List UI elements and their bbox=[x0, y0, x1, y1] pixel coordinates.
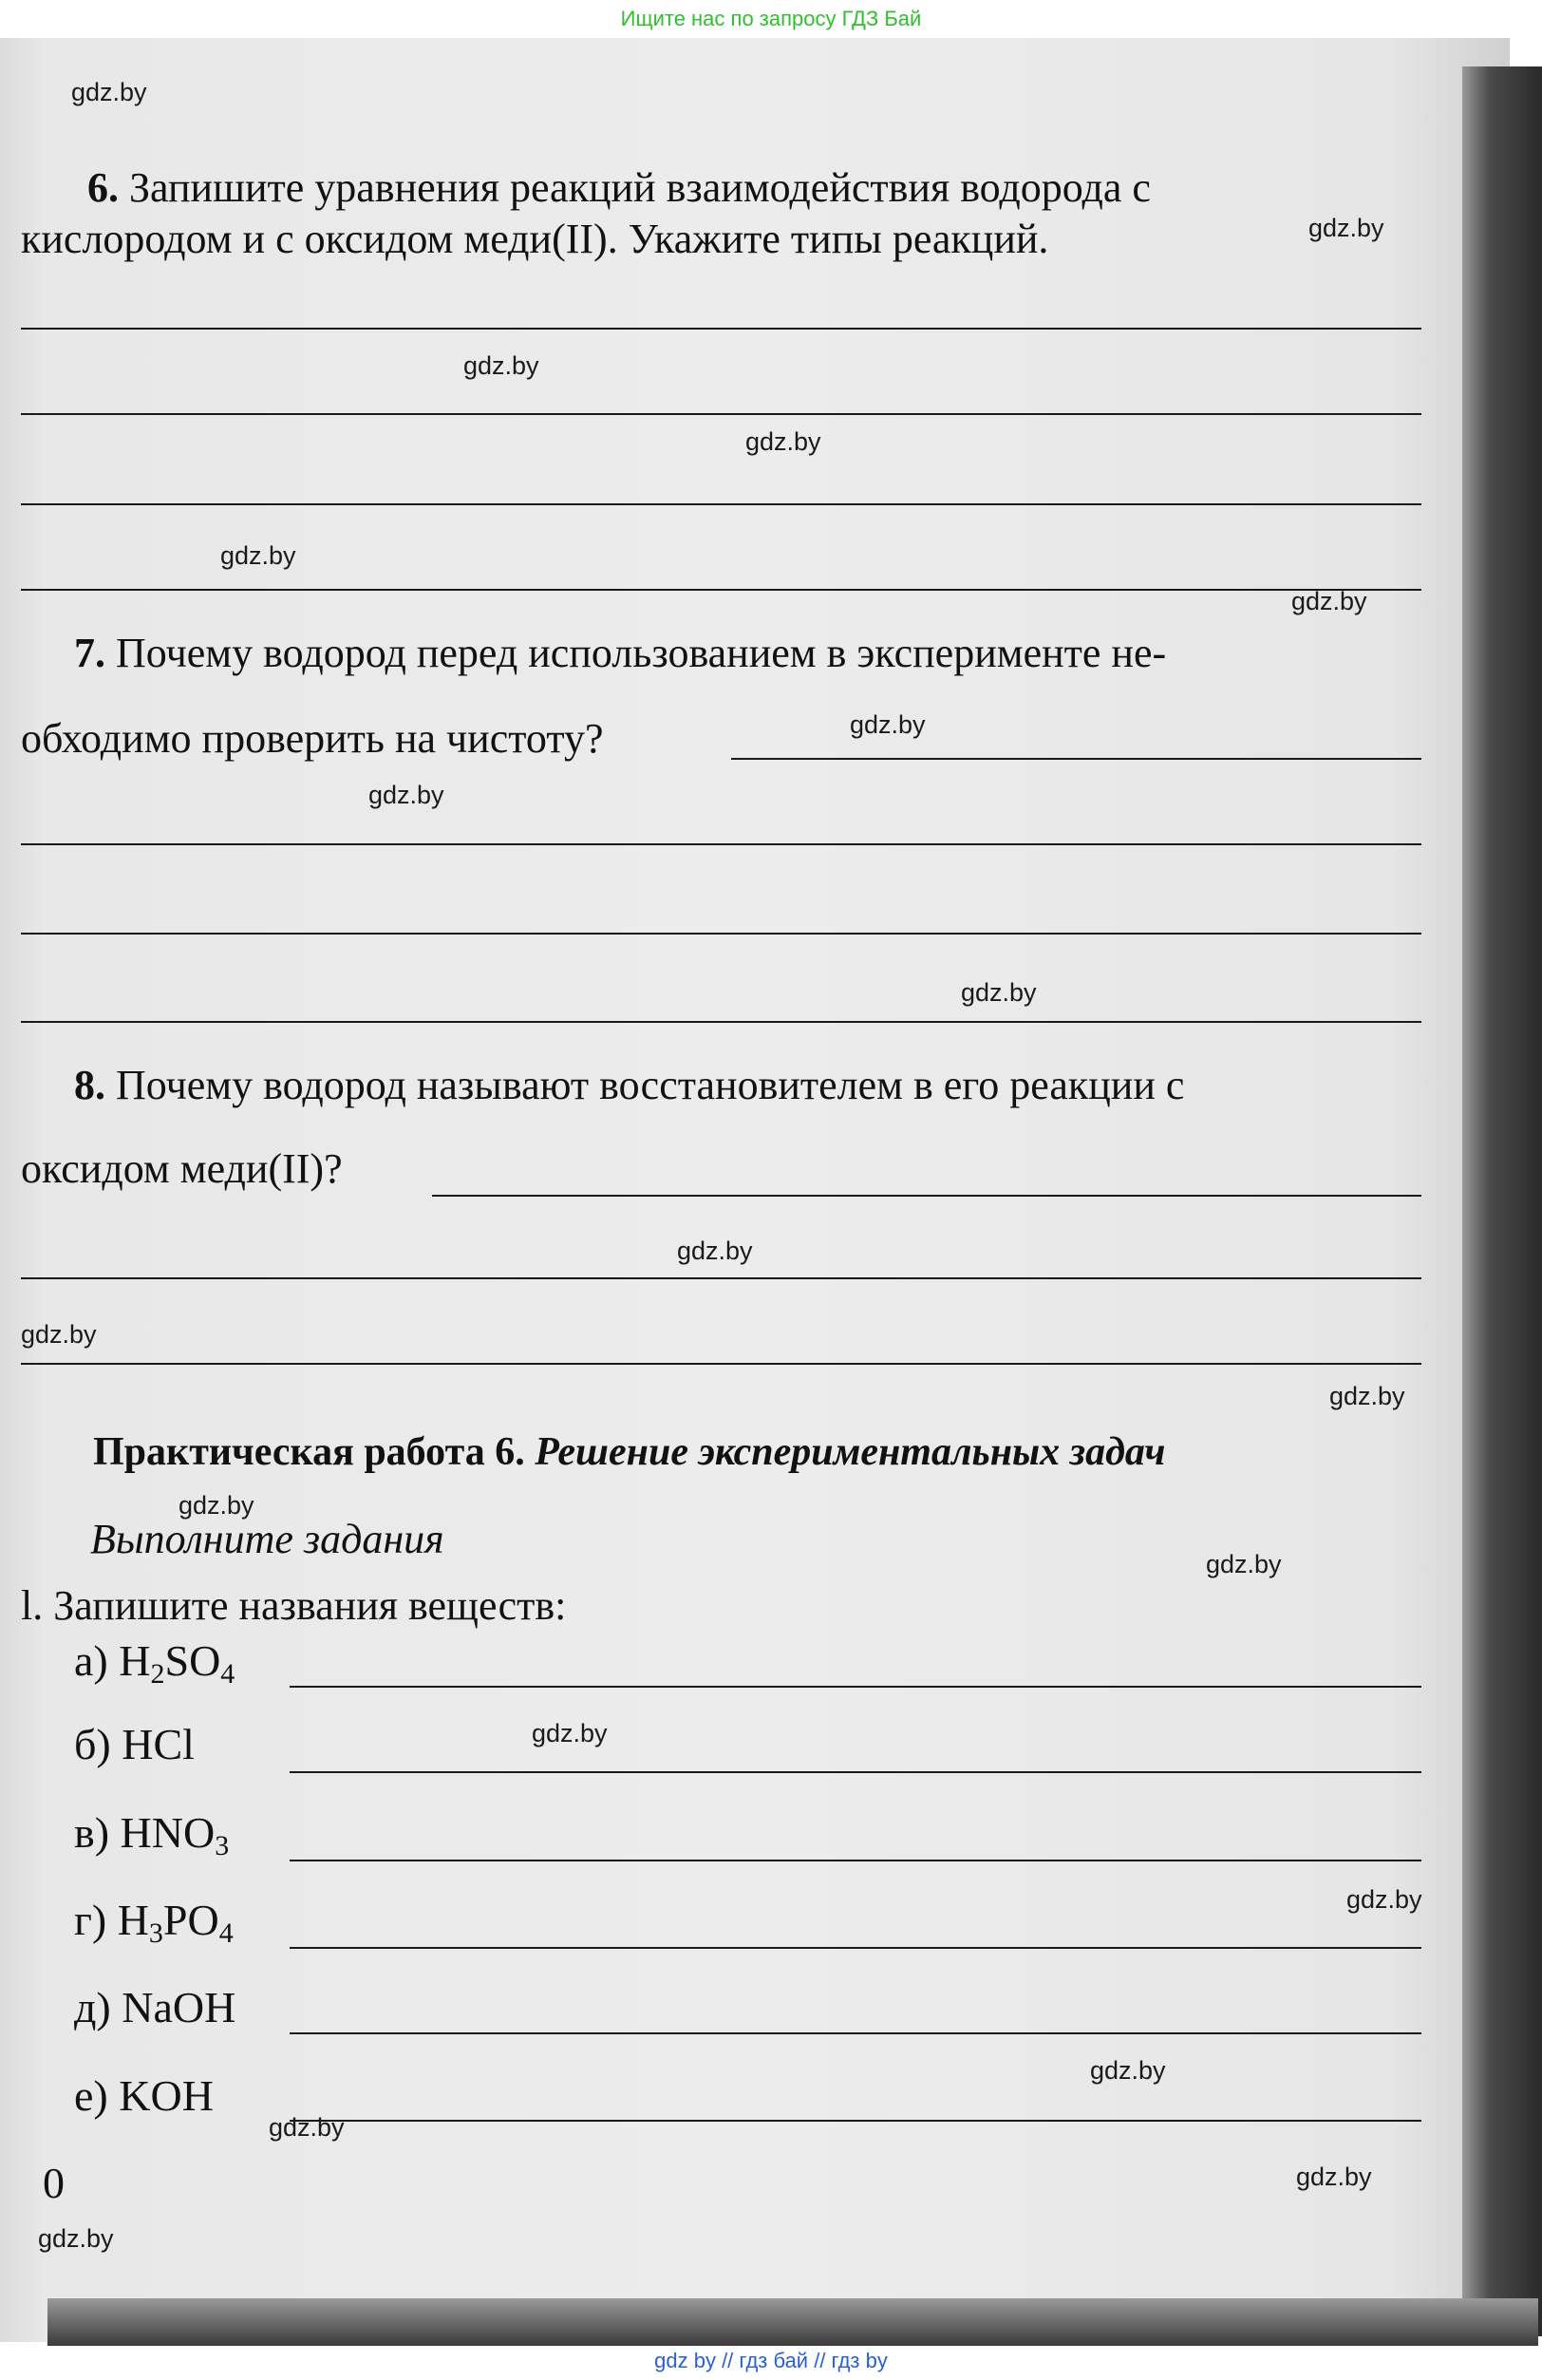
answer-line-8-1[interactable] bbox=[432, 1195, 1421, 1197]
watermark: gdz.by bbox=[677, 1237, 753, 1265]
answer-line-8-2[interactable] bbox=[21, 1277, 1421, 1279]
watermark: gdz.by bbox=[220, 541, 296, 570]
top-banner[interactable]: Ищите нас по запросу ГДЗ Бай bbox=[620, 7, 922, 30]
answer-line-7-4[interactable] bbox=[21, 1021, 1421, 1023]
watermark: gdz.by bbox=[1296, 2163, 1372, 2191]
page-bottom-shadow bbox=[47, 2298, 1538, 2346]
question-7-line-1 bbox=[74, 627, 1166, 680]
answer-line-6-2[interactable] bbox=[21, 413, 1421, 415]
answer-line-a[interactable] bbox=[290, 1686, 1421, 1688]
watermark: gdz.by bbox=[1329, 1382, 1405, 1410]
question-6-line-1 bbox=[87, 161, 1151, 215]
formula-item-e: е) KOH bbox=[74, 2071, 214, 2120]
question-8-text-1: Почему водород называют восстановителем в его реакции с bbox=[105, 1062, 1185, 1108]
question-8-line-1 bbox=[74, 1059, 1184, 1112]
watermark: gdz.by bbox=[21, 1320, 97, 1349]
watermark: gdz.by bbox=[1291, 587, 1367, 615]
answer-line-6-4[interactable] bbox=[21, 589, 1421, 591]
answer-line-d[interactable] bbox=[290, 2032, 1421, 2034]
watermark: gdz.by bbox=[179, 1491, 254, 1520]
formula-item-v: в) $HNO_3$ bbox=[74, 1808, 230, 1861]
page-number: 0 bbox=[43, 2159, 65, 2207]
answer-line-8-3[interactable] bbox=[21, 1363, 1421, 1365]
watermark: gdz.by bbox=[71, 78, 147, 106]
answer-line-7-1[interactable] bbox=[731, 758, 1421, 760]
watermark: gdz.by bbox=[269, 2113, 345, 2142]
watermark: gdz.by bbox=[1346, 1885, 1422, 1914]
answer-line-6-1[interactable] bbox=[21, 328, 1421, 330]
answer-line-e[interactable] bbox=[290, 2120, 1421, 2122]
watermark: gdz.by bbox=[961, 978, 1037, 1007]
answer-line-7-3[interactable] bbox=[21, 933, 1421, 935]
formula-item-d: д) NaOH bbox=[74, 1983, 236, 2031]
practical-work-heading bbox=[93, 1429, 1165, 1475]
question-7-text-2: обходимо проверить на чистоту? bbox=[21, 715, 604, 762]
watermark: gdz.by bbox=[38, 2224, 114, 2253]
practical-work-subtitle: Решение экспериментальных задач bbox=[524, 1430, 1166, 1474]
question-8-text-2: оксидом меди(II)? bbox=[21, 1145, 343, 1192]
answer-line-6-3[interactable] bbox=[21, 503, 1421, 505]
formula-item-g: г) $H_3PO_4$ bbox=[74, 1896, 234, 1949]
question-8-number: 8. bbox=[74, 1062, 105, 1108]
watermark: gdz.by bbox=[368, 781, 444, 809]
watermark: gdz.by bbox=[745, 427, 821, 456]
watermark: gdz.by bbox=[1090, 2056, 1166, 2085]
watermark: gdz.by bbox=[1308, 214, 1384, 242]
question-6-text-2: кислородом и с оксидом меди(II). Укажите типы реакций. bbox=[21, 216, 1049, 262]
watermark: gdz.by bbox=[463, 351, 539, 380]
watermark: gdz.by bbox=[532, 1719, 608, 1747]
question-7-text-1: Почему водород перед использованием в эксперименте не- bbox=[105, 630, 1167, 676]
watermark: gdz.by bbox=[850, 710, 926, 739]
watermark: gdz.by bbox=[1206, 1550, 1282, 1578]
practical-work-title: Практическая работа 6. bbox=[93, 1430, 525, 1474]
instructions-heading: Выполните задания bbox=[90, 1516, 444, 1562]
question-6-text-1: Запишите уравнения реакций взаимодействия водорода с bbox=[119, 164, 1151, 211]
book-spine-shadow bbox=[1462, 66, 1542, 2336]
formula-item-a: а) $H_2SO_4$ bbox=[74, 1636, 235, 1690]
answer-line-v[interactable] bbox=[290, 1860, 1421, 1861]
question-7-number: 7. bbox=[74, 630, 105, 676]
task-1-text: l. Запишите названия веществ: bbox=[21, 1582, 567, 1629]
answer-line-g[interactable] bbox=[290, 1947, 1421, 1949]
formula-item-b: б) HCl bbox=[74, 1720, 195, 1768]
answer-line-b[interactable] bbox=[290, 1771, 1421, 1773]
question-6-number: 6. bbox=[87, 164, 119, 211]
answer-line-7-2[interactable] bbox=[21, 843, 1421, 845]
bottom-banner[interactable]: gdz by // гдз бай // гдз by bbox=[654, 2349, 888, 2372]
